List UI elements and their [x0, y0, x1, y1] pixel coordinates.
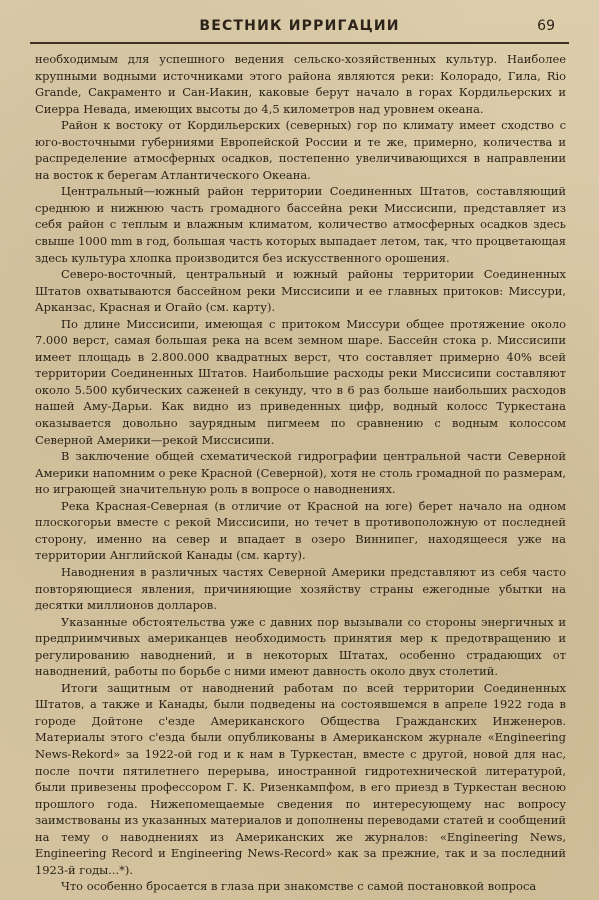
paragraph-7: Река Красная-Северная (в отличие от Красной на юге) берет начало на одном плоскогорьи вместе с рекой Миссисипи, но течет в противоположную от последней сторону, именно на север и впадает в озеро Виннипег, находящееся уже на территории Английской Канады (см. карту). — [35, 498, 566, 563]
paragraph-5: По длине Миссисипи, имеющая с притоком Миссури общее протяжение около 7.000 верст, самая большая река на всем земном шаре. Бассейн стока р. Миссисипи имеет площадь в 2.800.000 квадратных верст, что составляет примерно 40% всей территории Соединенных Штатов. Наибольшие расходы реки Миссисипи составляют около 5.500 кубических саженей в секунду, что в 6 раз больше наибольших расходов нашей Аму-Дарьи. Как видно из приведенных цифр, водный колосс Туркестана оказывается довольно заурядным пигмеем по сравнению с водным колоссом Северной Америки—рекой Миссисипи. — [35, 316, 566, 447]
journal-title: ВЕСТНИК ИРРИГАЦИИ — [199, 18, 400, 34]
page-number: 69 — [537, 18, 555, 34]
paragraph-1: необходимым для успешного ведения сельско-хозяйственных культур. Наиболее крупными водными источниками этого района являются реки: Колорадо, Гила, Rio Grande, Сакраменто и Сан-Иакин, каковые берут начало в горах Кордильерских и Сиерра Невада, имеющих высоты до 4,5 километров над уровнем океана. — [35, 52, 566, 116]
paragraph-9: Указанные обстоятельства уже с давних пор вызывали со стороны энергичных и предприимчивых американцев необходимость принятия мер к предотвращению и регулированию наводнений, и в некоторых Штатах, особенно страдающих от наводнений, работы по борьбе с ними имеют давность около двух столетий. — [35, 614, 566, 679]
paragraph-3: Центральный—южный район территории Соединенных Штатов, составляющий среднюю и нижнюю часть громадного бассейна реки Миссисипи, представляет из себя район с теплым и влажным климатом, количество атмосферных осадков здесь свыше 1000 mm в год, большая часть которых выпадает летом, так, что процветающая здесь культура хлопка производится без искусственного орошения. — [35, 184, 566, 265]
article-body — [35, 51, 566, 895]
paragraph-8: Наводнения в различных частях Северной Америки представляют из себя часто повторяющиеся явления, причиняющие хозяйству страны ежегодные убытки на десятки миллионов долларов. — [35, 564, 566, 613]
paragraph-4: Северо-восточный, центральный и южный районы территории Соединенных Штатов охватываются бассейном реки Миссисипи и ее главных притоков: Миссури, Арканзас, Красная и Огайо (см. карту). — [35, 267, 566, 315]
page-header — [30, 14, 569, 40]
header-divider — [30, 42, 569, 44]
paragraph-2: Район к востоку от Кордильерских (северных) гор по климату имеет сходство с юго-восточными губерниями Европейской России и те же, примерно, количества и распределение атмосферных осадков, постепенно увеличивающихся в направлении на восток к берегам Атлантического Океана. — [35, 118, 566, 182]
paragraph-10: Итоги защитным от наводнений работам по всей территории Соединенных Штатов, а также и Канады, были подведены на состоявшемся в апреле 1922 года в городе Дойтоне с'езде Американского Общества Гражданских Инженеров. Материалы этого с'езда были опубликованы в Американском журнале «Engineering News-Rekord» за 1922-ой год и к нам в Туркестан, вместе с другой, новой для нас, после почти пятилетнего перерыва, иностранной гидротехнической литературой, были привезены профессором Г. К. Ризенкампфом, в его приезд в Туркестан весною прошлого года. Нижепомещаемые сведения по интересующему нас вопросу заимствованы из указанных материалов и дополнены переводами статей и сообщений на тему о наводнениях из Американских же журналов: «Engineering News, Engineering Record и Engineering News-Record» как за прежние, так и за последний 1923-й годы...*). — [35, 680, 566, 877]
paragraph-6: В заключение общей схематической гидрографии центральной части Северной Америки напомним о реке Красной (Северной), хотя не столь громадной по размерам, но играющей значительную роль в вопросе о наводнениях. — [35, 449, 566, 497]
paragraph-11: Что особенно бросается в глаза при знакомстве с самой постановкой вопроса — [61, 879, 537, 894]
